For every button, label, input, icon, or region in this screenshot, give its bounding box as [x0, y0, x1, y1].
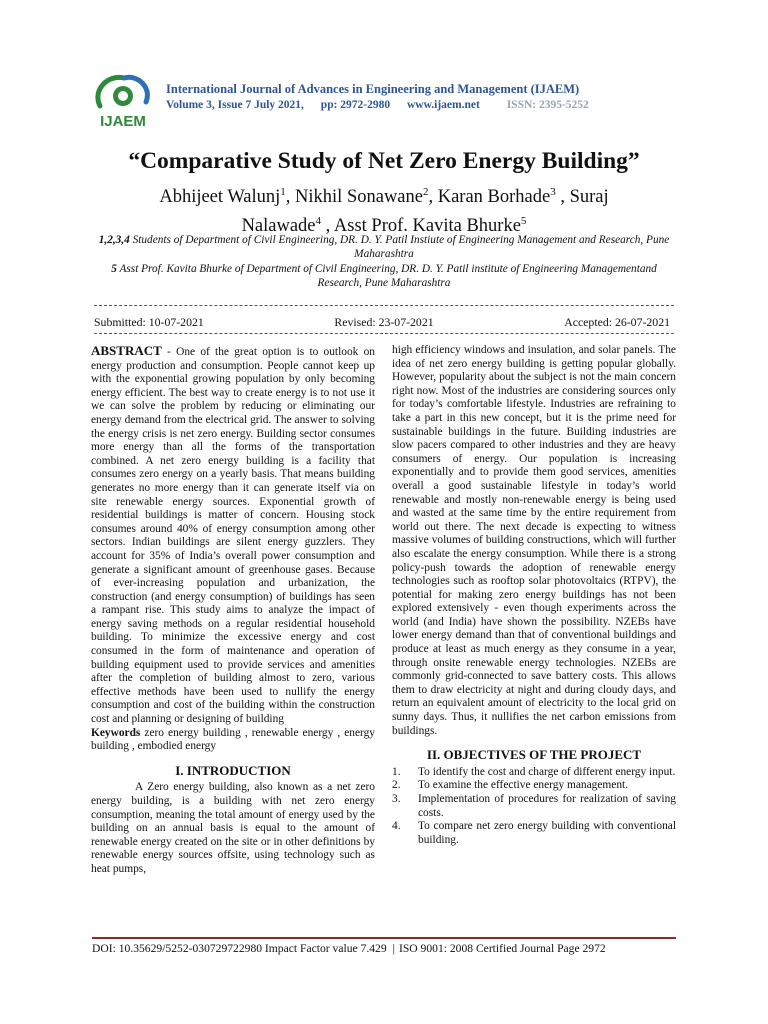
submission-dates — [94, 315, 670, 330]
page-footer — [92, 942, 606, 955]
journal-volume: Volume 3, Issue 7 July 2021, — [166, 99, 304, 111]
author-superscript: 3 — [550, 186, 556, 198]
author-name: Abhijeet Walunj — [159, 187, 281, 208]
footer-separator: | — [392, 942, 395, 955]
author-name: , Suraj — [555, 187, 609, 208]
authors — [110, 180, 658, 238]
divider-bottom — [94, 333, 674, 334]
journal-header — [166, 82, 706, 111]
abstract-label: ABSTRACT — [91, 343, 162, 358]
author-superscript: 2 — [422, 186, 429, 198]
list-item — [392, 779, 676, 793]
list-text: To identify the cost and charge of different energy input. — [418, 765, 676, 778]
left-column — [91, 344, 375, 877]
affiliation-professor — [96, 262, 672, 290]
journal-issn: ISSN: 2395-5252 — [506, 99, 589, 111]
footer-doi: DOI: 10.35629/5252-030729722980 Impact Factor value 7.429 — [92, 942, 387, 955]
introduction-text: A Zero energy building, also known as a net zero energy building, is a building with net zero energy consumption, meaning the total amount of energy used by the building on an annual basis is equal to the amount of renewable energy created on the site or in other definitions by renewable energy sources offsite, using technology such as heat pumps, — [91, 781, 375, 875]
section-heading-introduction: I. INTRODUCTION — [175, 762, 291, 778]
affiliation-students — [96, 233, 672, 261]
author-name: , Karan Borhade — [428, 187, 551, 208]
keywords — [91, 727, 375, 754]
introduction-continued: high efficiency windows and insulation, and solar panels. The idea of net zero energy building is getting popular globally. However, popularity about the subject is not the main concern right now. Most of the industries are considering sources only for today’s comfortable lifestyle. Industries are refraining to take a part in this new concept, but it is the prime need for sustainable buildings in the future. Building industries are slow pacers compared to other industries and they are heavy consumers of energy. Our population is increasing exponentially and to provide them good services, amenities overall a good sustainable lifestyle in today’s world renewable and mostly non-renewable energy is being used and wasted at the same time by the entire requirement from world out there. The next decade is expecting to witness massive volumes of building constructions, which will further also escalate the energy consumption. While there is a strong policy-push towards the adoption of renewable energy technologies such as rooftop solar photovoltaics (RTPV), the potential for making zero energy buildings has not been explored extensively - even though experiments across the world (and India) have shown the possibility. NZEBs have lower energy demand than that of conventional buildings and produce at least as much energy as they consume in a year, through onsite renewable energy technologies. NZEBs are commonly grid-connected to save battery costs. This allows them to draw electricity at night and during cloudy days, and return an equivalent amount of electricity to the local grid on sunny days. Thus, it nullifies the net carbon emissions from buildings. — [392, 344, 676, 737]
divider-top — [94, 305, 674, 306]
list-text: To compare net zero energy building with conventional building. — [418, 820, 676, 846]
list-number: 4. — [392, 820, 401, 833]
affiliation-number: 5 — [111, 263, 117, 275]
author-name: Nalawade — [241, 216, 316, 237]
abstract — [91, 344, 375, 727]
list-number: 3. — [392, 793, 401, 805]
author-superscript: 1 — [280, 186, 286, 198]
list-number: 1. — [392, 765, 401, 778]
author-name: , Asst Prof. Kavita Bhurke — [321, 216, 521, 237]
list-item — [392, 766, 676, 780]
author-superscript: 5 — [520, 215, 527, 228]
journal-info — [166, 99, 706, 111]
keywords-label: Keywords — [91, 726, 141, 739]
footer-rule — [92, 937, 676, 939]
objectives-list — [392, 766, 676, 848]
list-text: To examine the effective energy management. — [418, 779, 629, 792]
keywords-text: zero energy building , renewable energy , energy building , embodied energy — [91, 726, 375, 753]
section-heading-objectives: II. OBJECTIVES OF THE PROJECT — [426, 747, 642, 763]
journal-title: International Journal of Advances in Engineering and Management (IJAEM) — [166, 82, 580, 96]
list-number: 2. — [392, 779, 401, 792]
footer-iso: ISO 9001: 2008 Certified Journal Page 2972 — [398, 942, 606, 955]
right-column — [392, 344, 676, 847]
affiliation-text: Students of Department of Civil Engineering, DR. D. Y. Patil Instiute of Engineering Management and Research, Pune Maharashtra — [129, 234, 670, 260]
revised-date: Revised: 23-07-2021 — [334, 315, 434, 329]
paper-title: “Comparative Study of Net Zero Energy Building” — [128, 148, 640, 174]
logo-text: IJAEM — [100, 113, 146, 130]
affiliation-number: 1,2,3,4 — [98, 234, 130, 246]
ijaem-logo — [88, 72, 158, 130]
submitted-date: Submitted: 10-07-2021 — [94, 315, 204, 329]
abstract-text: - One of the great option is to outlook on energy production and consumption. People cannot keep up with the exponential growing population by only becoming energy efficient. The best way to create energy is to not use it we can solve the problem by reducing or eliminating our energy demand from the electrical grid. The answer to solving the energy crisis is net zero energy. Building sector consumes more energy than all the forms of the transportation combined. A net zero energy building is a facility that consumes zero energy on a yearly basis. That means building generates no more energy than it can generate itself via on site renewable energy sources. Exponential growth of residential buildings is matter of concern. Housing stock consumes around 40% of energy consumption among other sectors. Indian buildings are silent energy guzzlers. They account for 35% of India’s overall power consumption and generate a significant amount of greenhouse gases. Because of ever-increasing population and urbanization, the construction (and energy consumption) of buildings has seen a rampant rise. This study aims to analyze the impact of energy saving methods on a regular residential household building. To minimize the excessive energy and cost consumed in the form of maintenance and operation of building equipment used to provide services and amenities after the completion of building almost to zero, various effective methods have been used to nullify the energy consumption and cost of the building within the construction cost and planning or designing of building — [91, 346, 375, 726]
author-name: , Nikhil Sonawane — [285, 187, 423, 208]
accepted-date: Accepted: 26-07-2021 — [564, 315, 670, 329]
author-superscript: 4 — [315, 215, 322, 228]
journal-pages: pp: 2972-2980 — [320, 99, 391, 111]
affiliation-text: Asst Prof. Kavita Bhurke of Department of Civil Engineering, DR. D. Y. Patil institute of Engineering Managementand Research, Pune Maharashtra — [116, 263, 657, 289]
list-item — [392, 793, 676, 820]
list-text: Implementation of procedures for realization of saving costs. — [418, 793, 676, 819]
journal-website[interactable]: www.ijaem.net — [407, 99, 480, 111]
list-item — [392, 820, 676, 847]
